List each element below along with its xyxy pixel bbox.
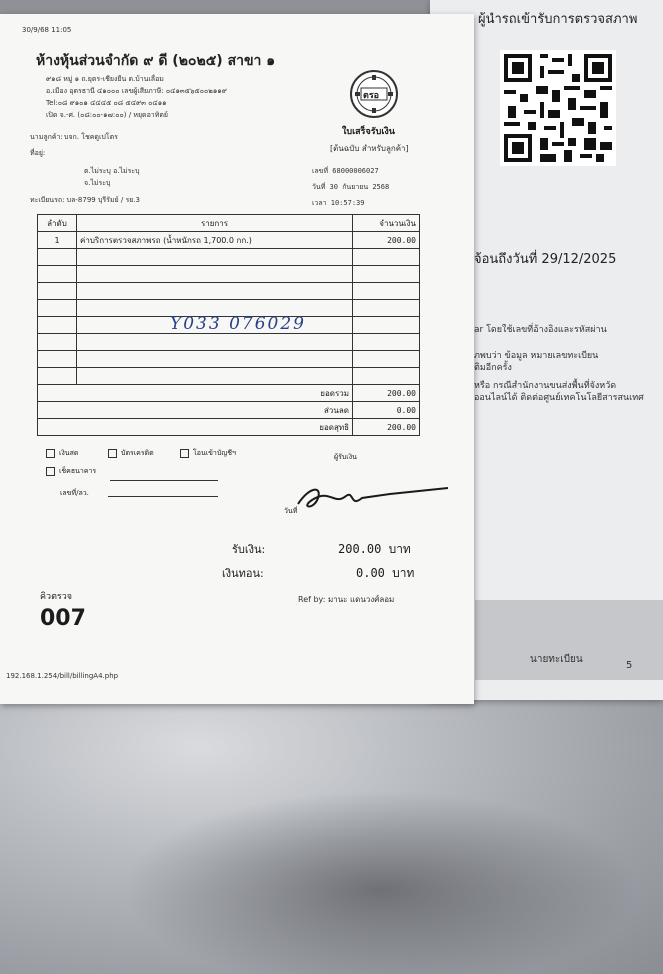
inspection-logo-icon xyxy=(350,70,398,118)
header-amount: จำนวนเงิน xyxy=(353,215,420,232)
pay-card-label: บัตรเครดิต xyxy=(121,449,154,457)
checkbox-icon xyxy=(46,467,55,476)
back-note-3: ติมอีกครั้ง xyxy=(474,363,512,373)
customer-label: นามลูกค้า: xyxy=(30,133,63,141)
shadow xyxy=(120,790,640,974)
back-note-1: ar โดยใช้เลขที่อ้างอิงและรหัสผ่าน xyxy=(474,325,607,335)
receipt-number: เลขที่ 68000006027 xyxy=(312,167,379,175)
table-row-empty xyxy=(38,249,420,266)
print-date: 30/9/68 11:05 xyxy=(22,26,72,34)
net-value: 200.00 xyxy=(353,419,420,436)
totals-table xyxy=(37,384,420,436)
total-label: ยอดรวม xyxy=(38,385,353,402)
receiver-label: ผู้รับเงิน xyxy=(334,453,357,461)
receipt-date: วันที่ 30 กันยายน 2568 xyxy=(312,183,390,191)
pay-transfer-label: โอนเข้าบัญชีฯ xyxy=(193,449,236,457)
row-amount: 200.00 xyxy=(353,232,420,249)
document-subtitle: [ต้นฉบับ สำหรับลูกค้า] xyxy=(330,144,409,153)
cheque-number-label: เลขที่/ลว. xyxy=(60,489,89,497)
company-address-1: ๙๑๘ หมู่ ๑ ถ.ยุตร-เชียงยืน ต.บ้านเลื่อม xyxy=(46,75,164,83)
table-row-empty xyxy=(38,368,420,385)
table-row-empty xyxy=(38,334,420,351)
back-grey-band xyxy=(475,600,663,680)
table-row-empty xyxy=(38,266,420,283)
items-header-row xyxy=(38,215,420,232)
customer-name: บจก. โชคดูเปโตร xyxy=(64,133,118,141)
table-row xyxy=(38,232,420,249)
pay-card-option xyxy=(108,448,154,459)
checkbox-icon xyxy=(180,449,189,458)
discount-label: ส่วนลด xyxy=(38,402,353,419)
logo-text: ตรอ xyxy=(363,91,380,101)
receipt-sheet xyxy=(0,14,474,704)
company-phone: Tel:๐๘ ๙๑๐๑ ๔๔๔๕ ๐๘ ๕๔๙๓ ๐๔๑๑ xyxy=(46,99,167,107)
address-label: ที่อยู่: xyxy=(30,149,46,157)
back-footer-text: นายทะเบียน xyxy=(530,654,583,665)
reference: Ref by: มานะ แดนวงศ์ลอม xyxy=(298,595,395,604)
pay-transfer-option xyxy=(180,448,236,459)
received-value: 200.00 บาท xyxy=(338,542,411,556)
signature-date-label: วันที่ xyxy=(284,507,298,515)
company-address-2: อ.เมือง อุดรธานี ๔๑๐๐๐ เลขผู้เสียภาษี: ๐๔๑๓๕๖๕๐๐๒๑๑๙ xyxy=(46,87,227,95)
handwritten-note: Y033 076029 xyxy=(170,314,306,334)
back-expiry: จ้อนถึงวันที่ 29/12/2025 xyxy=(474,252,617,267)
total-row xyxy=(38,385,420,402)
pay-cheque-label: เช็คธนาคาร xyxy=(59,467,97,475)
back-note-2: ภพบว่า ข้อมูล หมายเลขทะเบียน xyxy=(474,351,599,361)
qr-code-icon xyxy=(500,50,616,166)
change-label: เงินทอน: xyxy=(222,567,264,580)
row-item: ค่าบริการตรวจสภาพรถ (น้ำหนักรถ 1,700.0 กก.) xyxy=(77,232,353,249)
page-url: 192.168.1.254/bill/billingA4.php xyxy=(6,672,119,680)
pay-cheque-option xyxy=(46,466,96,477)
checkbox-icon xyxy=(108,449,117,458)
queue-number: 007 xyxy=(40,606,86,631)
items-table xyxy=(37,214,420,385)
change-value: 0.00 บาท xyxy=(356,566,415,580)
cheque-number-line xyxy=(108,496,218,497)
document-title: ใบเสร็จรับเงิน xyxy=(342,127,395,137)
back-note-5: ออนไลน์ได้ ติดต่อศูนย์เทคโนโลยีสารสนเทศ xyxy=(474,393,644,403)
received-label: รับเงิน: xyxy=(232,543,266,556)
header-item: รายการ xyxy=(77,215,353,232)
queue-label: คิวตรวจ xyxy=(40,592,73,602)
customer-address-2: จ.ไม่ระบุ xyxy=(84,179,111,187)
vehicle-plate: ทะเบียนรถ: บล-8799 บุรีรัมย์ / รย.3 xyxy=(30,196,141,204)
pay-cash-label: เงินสด xyxy=(59,449,79,457)
table-row-empty xyxy=(38,351,420,368)
customer-address-1: ต.ไม่ระบุ อ.ไม่ระบุ xyxy=(84,167,140,175)
total-value: 200.00 xyxy=(353,385,420,402)
net-label: ยอดสุทธิ xyxy=(38,419,353,436)
pay-cash-option xyxy=(46,448,78,459)
signature-icon xyxy=(290,466,450,516)
back-page-number: 5 xyxy=(626,660,633,671)
back-header: ผู้นำรถเข้ารับการตรวจสภาพ xyxy=(478,12,638,27)
net-row xyxy=(38,419,420,436)
company-hours: เปิด จ.-ศ. (๐๘:๐๐-๑๗:๐๐) / หยุดอาทิตย์ xyxy=(46,111,168,119)
checkbox-icon xyxy=(46,449,55,458)
discount-row xyxy=(38,402,420,419)
table-row-empty xyxy=(38,283,420,300)
row-no: 1 xyxy=(38,232,77,249)
receipt-time: เวลา 10:57:39 xyxy=(312,199,365,207)
back-note-4: หรือ กรณีสำนักงานขนส่งพื้นที่จังหวัด xyxy=(474,381,617,391)
header-no: ลำดับ xyxy=(38,215,77,232)
company-name: ห้างหุ้นส่วนจำกัด ๙ ดี (๒๐๒๕) สาขา ๑ xyxy=(36,53,276,69)
cheque-line xyxy=(110,480,218,481)
discount-value: 0.00 xyxy=(353,402,420,419)
